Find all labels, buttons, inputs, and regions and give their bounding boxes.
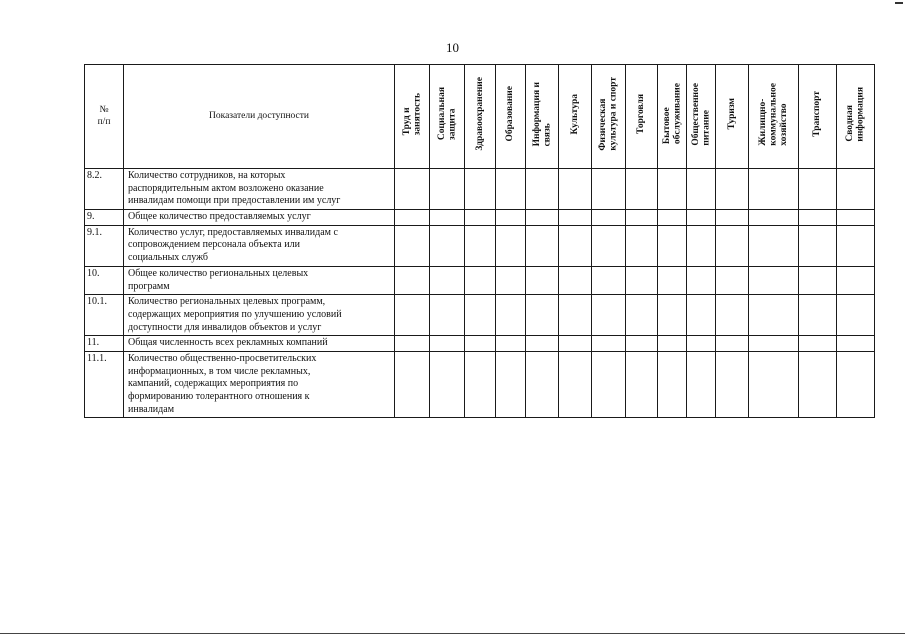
value-cell[interactable] (592, 351, 626, 417)
value-cell[interactable] (395, 225, 430, 266)
value-cell[interactable] (687, 295, 716, 336)
value-cell[interactable] (658, 351, 687, 417)
table-row (85, 336, 875, 352)
value-cell[interactable] (626, 336, 658, 352)
sector-column-header (658, 65, 687, 169)
value-cell[interactable] (395, 336, 430, 352)
sector-header-line: информация (855, 86, 866, 142)
row-number: 9.1. (85, 225, 124, 266)
value-cell[interactable] (592, 169, 626, 210)
value-cell[interactable] (658, 266, 687, 294)
sector-header-line: Социальная (436, 87, 447, 141)
table-header-row (85, 65, 875, 169)
table-row (85, 351, 875, 417)
sector-header-line: Культура (569, 93, 580, 135)
value-cell[interactable] (496, 210, 526, 226)
sector-header-line: питание (701, 109, 711, 146)
sector-header-line: Сводная (845, 104, 856, 142)
value-cell[interactable] (687, 351, 716, 417)
table-body (85, 169, 875, 418)
description-line: Количество общественно-просветительских (128, 352, 317, 364)
sector-column-header (626, 65, 658, 169)
value-cell[interactable] (687, 336, 716, 352)
sector-column-header (749, 65, 799, 169)
sector-column-header (430, 65, 465, 169)
value-cell[interactable] (395, 351, 430, 417)
value-cell[interactable] (799, 336, 837, 352)
sector-header-line: Образование (505, 86, 516, 142)
table-row (85, 210, 875, 226)
table-row (85, 225, 875, 266)
description-line: Количество сотрудников, на которых (128, 170, 286, 181)
description-line: формированию толерантного отношения к (128, 391, 310, 402)
sector-column-header (465, 65, 496, 169)
description-line: Общая численность всех рекламных компаний (128, 337, 328, 349)
value-cell[interactable] (592, 336, 626, 352)
value-cell[interactable] (465, 169, 496, 210)
sector-header-line: связь (542, 123, 552, 147)
value-cell[interactable] (395, 295, 430, 336)
value-cell[interactable] (626, 351, 658, 417)
value-cell[interactable] (465, 225, 496, 266)
sector-column-header (395, 65, 430, 169)
value-cell[interactable] (526, 295, 559, 336)
indicator-description (124, 225, 395, 266)
value-cell[interactable] (658, 210, 687, 226)
value-cell[interactable] (526, 266, 559, 294)
description-line: программ (128, 280, 170, 292)
value-cell[interactable] (626, 210, 658, 226)
description-line: распорядительным актом возложено оказание (128, 182, 324, 194)
description-line: Количество услуг, предоставляемых инвалидам с (128, 226, 338, 238)
value-cell[interactable] (799, 210, 837, 226)
value-cell[interactable] (837, 169, 875, 210)
value-cell[interactable] (496, 225, 526, 266)
value-cell[interactable] (626, 295, 658, 336)
value-cell[interactable] (430, 225, 465, 266)
description-line: инвалидам (128, 403, 175, 415)
row-number: 11. (85, 336, 124, 352)
value-cell[interactable] (526, 169, 559, 210)
description-line: содержащих мероприятия по улучшению условий (128, 308, 342, 320)
sector-header-line: Физическая (598, 98, 609, 151)
value-cell[interactable] (749, 351, 799, 417)
value-cell[interactable] (526, 351, 559, 417)
value-cell[interactable] (559, 225, 592, 266)
table-row (85, 169, 875, 210)
value-cell[interactable] (687, 210, 716, 226)
value-cell[interactable] (799, 225, 837, 266)
sector-header-line: Информация и (531, 81, 542, 147)
value-cell[interactable] (430, 266, 465, 294)
value-cell[interactable] (465, 351, 496, 417)
value-cell[interactable] (799, 351, 837, 417)
row-number: 11.1. (85, 351, 124, 417)
value-cell[interactable] (465, 295, 496, 336)
value-cell[interactable] (837, 266, 875, 294)
value-cell[interactable] (749, 210, 799, 226)
value-cell[interactable] (430, 210, 465, 226)
value-cell[interactable] (430, 351, 465, 417)
sector-header-line: Торговля (636, 93, 647, 134)
value-cell[interactable] (799, 266, 837, 294)
value-cell[interactable] (716, 295, 749, 336)
value-cell[interactable] (559, 266, 592, 294)
value-cell[interactable] (496, 336, 526, 352)
sector-column-header (716, 65, 749, 169)
value-cell[interactable] (592, 225, 626, 266)
value-cell[interactable] (716, 336, 749, 352)
value-cell[interactable] (559, 351, 592, 417)
value-cell[interactable] (837, 351, 875, 417)
table-row (85, 295, 875, 336)
value-cell[interactable] (749, 295, 799, 336)
row-number: 10.1. (85, 295, 124, 336)
value-cell[interactable] (496, 266, 526, 294)
value-cell[interactable] (496, 351, 526, 417)
value-cell[interactable] (749, 169, 799, 210)
value-cell[interactable] (799, 169, 837, 210)
value-cell[interactable] (658, 169, 687, 210)
value-cell[interactable] (716, 351, 749, 417)
sector-header-line: культура и спорт (608, 77, 619, 151)
value-cell[interactable] (837, 336, 875, 352)
value-cell[interactable] (465, 266, 496, 294)
value-cell[interactable] (837, 225, 875, 266)
value-cell[interactable] (526, 225, 559, 266)
value-cell[interactable] (716, 169, 749, 210)
description-line: инвалидам помощи при предоставлении им услуг (128, 195, 341, 207)
sector-column-header (526, 65, 559, 169)
sector-header-line: Транспорт (812, 91, 823, 137)
value-cell[interactable] (799, 295, 837, 336)
sector-header-line: обслуживание (672, 83, 682, 145)
value-cell[interactable] (559, 336, 592, 352)
sector-header-line: Общественное (690, 82, 701, 146)
description-line: информационных, в том числе рекламных, (128, 365, 311, 377)
row-number: 8.2. (85, 169, 124, 210)
value-cell[interactable] (749, 336, 799, 352)
value-cell[interactable] (658, 336, 687, 352)
indicator-description (124, 210, 395, 226)
sector-column-header (799, 65, 837, 169)
value-cell[interactable] (526, 210, 559, 226)
value-cell[interactable] (430, 295, 465, 336)
value-cell[interactable] (837, 210, 875, 226)
value-cell[interactable] (658, 295, 687, 336)
sector-column-header (592, 65, 626, 169)
value-cell[interactable] (716, 210, 749, 226)
value-cell[interactable] (716, 225, 749, 266)
description-line: сопровождением персонала объекта или (128, 239, 300, 251)
value-cell[interactable] (626, 266, 658, 294)
description-line: доступности для инвалидов объектов и услуг (128, 321, 322, 333)
sector-column-header (837, 65, 875, 169)
value-cell[interactable] (559, 295, 592, 336)
sector-header-line: Туризм (726, 98, 737, 130)
value-cell[interactable] (559, 169, 592, 210)
sector-header-line: Бытовое (661, 107, 672, 145)
value-cell[interactable] (465, 336, 496, 352)
sector-header-line: занятость (412, 92, 422, 136)
sector-column-header (559, 65, 592, 169)
page-number: 10 (446, 40, 459, 55)
value-cell[interactable] (496, 169, 526, 210)
value-cell[interactable] (687, 169, 716, 210)
sector-column-header (687, 65, 716, 169)
number-column-header: № п/п (85, 65, 124, 169)
value-cell[interactable] (658, 225, 687, 266)
sector-header-line: Здравоохранение (474, 77, 485, 151)
accessibility-indicators-table (84, 64, 875, 418)
indicator-description (124, 336, 395, 352)
description-line: Общее количество региональных целевых (128, 267, 309, 279)
sector-header-line: коммунальное (768, 82, 779, 146)
value-cell[interactable] (430, 336, 465, 352)
table-row (85, 266, 875, 294)
value-cell[interactable] (749, 225, 799, 266)
value-cell[interactable] (749, 266, 799, 294)
sector-header-line: Жилищно- (757, 98, 768, 146)
sector-header-line: хозяйство (778, 103, 789, 146)
sector-header-line: защита (447, 108, 457, 141)
row-number: 10. (85, 266, 124, 294)
value-cell[interactable] (592, 266, 626, 294)
sector-column-header (496, 65, 526, 169)
description-line: Общее количество предоставляемых услуг (128, 211, 311, 223)
value-cell[interactable] (395, 210, 430, 226)
value-cell[interactable] (592, 295, 626, 336)
value-cell[interactable] (395, 266, 430, 294)
indicator-description (124, 295, 395, 336)
description-line: Количество региональных целевых программ, (128, 296, 326, 308)
description-line: кампаний, содержащих мероприятия по (128, 378, 299, 390)
value-cell[interactable] (559, 210, 592, 226)
value-cell[interactable] (526, 336, 559, 352)
value-cell[interactable] (626, 225, 658, 266)
indicator-description (124, 351, 395, 417)
value-cell[interactable] (687, 266, 716, 294)
value-cell[interactable] (430, 169, 465, 210)
value-cell[interactable] (837, 295, 875, 336)
indicator-description (124, 266, 395, 294)
value-cell[interactable] (592, 210, 626, 226)
value-cell[interactable] (716, 266, 749, 294)
indicators-column-header: Показатели доступности (124, 65, 395, 169)
value-cell[interactable] (465, 210, 496, 226)
value-cell[interactable] (395, 169, 430, 210)
value-cell[interactable] (626, 169, 658, 210)
indicator-description (124, 169, 395, 210)
page-bottom-edge (0, 633, 905, 634)
row-number: 9. (85, 210, 124, 226)
description-line: социальных служб (128, 252, 208, 264)
value-cell[interactable] (496, 295, 526, 336)
sector-header-line: Труд и (401, 107, 412, 136)
value-cell[interactable] (687, 225, 716, 266)
corner-scan-mark (895, 2, 903, 4)
